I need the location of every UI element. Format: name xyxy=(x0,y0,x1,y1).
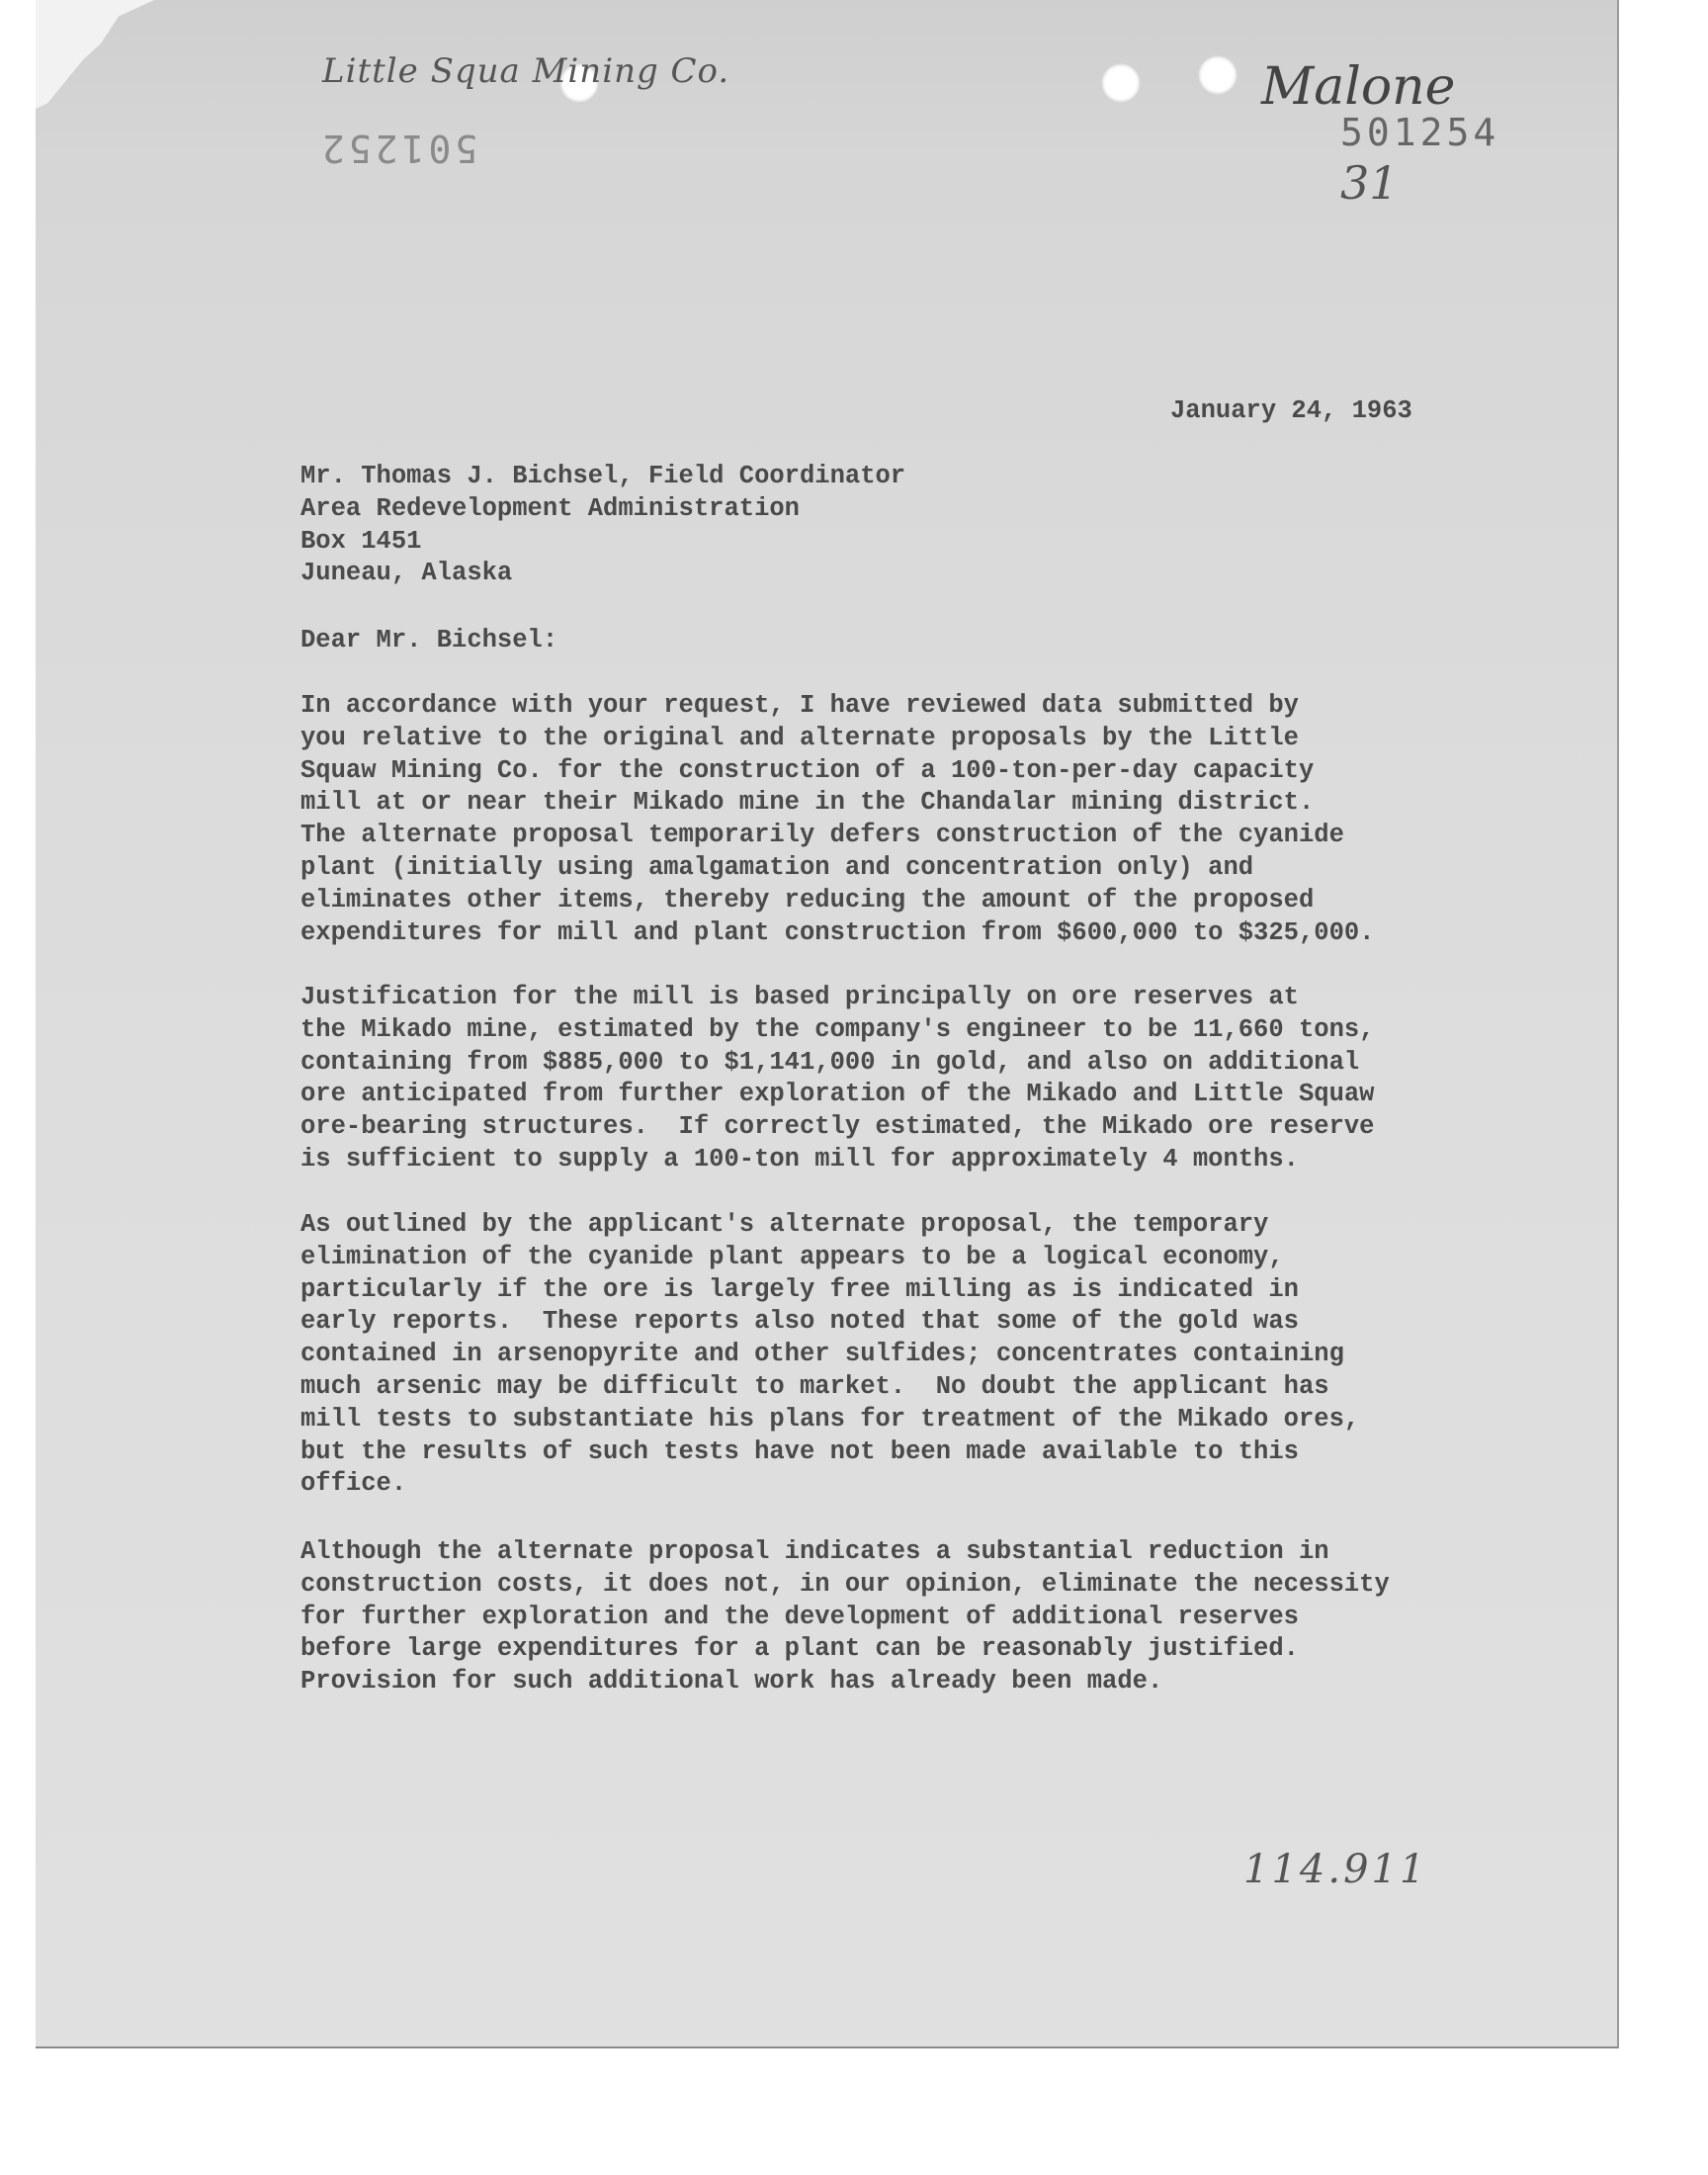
text-line: In accordance with your request, I have reviewed data submitted by xyxy=(300,691,1299,720)
text-line: before large expenditures for a plant can be reasonably justified. xyxy=(300,1634,1299,1664)
letter-date: January 24, 1963 xyxy=(1170,396,1412,425)
handwritten-file-number: 114.911 xyxy=(1243,1847,1428,1892)
text-line: particularly if the ore is largely free milling as is indicated in xyxy=(300,1274,1299,1304)
address-line: Mr. Thomas J. Bichsel, Field Coordinator xyxy=(300,462,906,490)
text-line: Although the alternate proposal indicates a substantial reduction in xyxy=(300,1537,1329,1566)
salutation: Dear Mr. Bichsel: xyxy=(300,626,558,654)
text-line: As outlined by the applicant's alternate proposal, the temporary xyxy=(300,1210,1269,1239)
text-line: eliminates other items, thereby reducing the amount of the proposed xyxy=(300,885,1315,914)
text-line: you relative to the original and alternate proposals by the Little xyxy=(300,723,1299,752)
upside-down-stamp-number: 501252 xyxy=(318,127,478,170)
text-line: Justification for the mill is based principally on ore reserves at xyxy=(300,983,1299,1011)
handwritten-page-number: 31 xyxy=(1340,156,1399,210)
scanned-letter-page xyxy=(36,0,1619,2048)
address-line: Box 1451 xyxy=(300,526,422,556)
text-line: containing from $885,000 to $1,141,000 in gold, and also on additional xyxy=(300,1047,1360,1077)
recipient-address xyxy=(300,461,905,590)
text-line: early reports. These reports also noted that some of the gold was xyxy=(300,1307,1299,1337)
handwritten-name-note: Malone xyxy=(1261,57,1456,117)
body-paragraph-2 xyxy=(300,982,1374,1176)
text-line: The alternate proposal temporarily defers construction of the cyanide xyxy=(300,821,1344,850)
text-line: but the results of such tests have not been made available to this xyxy=(300,1436,1299,1466)
text-line: plant (initially using amalgamation and concentration only) and xyxy=(300,852,1254,882)
punch-hole xyxy=(1198,55,1238,95)
address-line: Juneau, Alaska xyxy=(300,559,513,588)
text-line: construction costs, it does not, in our opinion, eliminate the necessity xyxy=(300,1569,1390,1599)
text-line: mill tests to substantiate his plans for treatment of the Mikado ores, xyxy=(300,1404,1360,1434)
text-line: Provision for such additional work has already been made. xyxy=(300,1667,1163,1696)
text-line: much arsenic may be difficult to market. No doubt the applicant has xyxy=(300,1371,1329,1401)
text-line: is sufficient to supply a 100-ton mill for approximately 4 months. xyxy=(300,1144,1299,1174)
text-line: office. xyxy=(300,1469,407,1499)
stamp-number: 501254 xyxy=(1340,111,1500,154)
text-line: mill at or near their Mikado mine in the Chandalar mining district. xyxy=(300,788,1315,818)
punch-hole xyxy=(1101,63,1141,103)
body-paragraph-3 xyxy=(300,1209,1359,1501)
text-line: ore-bearing structures. If correctly estimated, the Mikado ore reserve xyxy=(300,1112,1375,1142)
torn-corner xyxy=(36,0,154,109)
handwritten-company-note: Little Squa Mining Co. xyxy=(322,51,730,91)
body-paragraph-4 xyxy=(300,1536,1390,1698)
body-paragraph-1 xyxy=(300,690,1374,949)
text-line: Squaw Mining Co. for the construction of a 100-ton-per-day capacity xyxy=(300,755,1315,785)
text-line: elimination of the cyanide plant appears to be a logical economy, xyxy=(300,1242,1284,1271)
text-line: ore anticipated from further exploration of the Mikado and Little Squaw xyxy=(300,1080,1375,1109)
text-line: contained in arsenopyrite and other sulfides; concentrates containing xyxy=(300,1340,1344,1369)
address-line: Area Redevelopment Administration xyxy=(300,493,800,523)
text-line: expenditures for mill and plant construction from $600,000 to $325,000. xyxy=(300,917,1375,947)
text-line: for further exploration and the development of additional reserves xyxy=(300,1602,1299,1631)
text-line: the Mikado mine, estimated by the company's engineer to be 11,660 tons, xyxy=(300,1014,1375,1044)
